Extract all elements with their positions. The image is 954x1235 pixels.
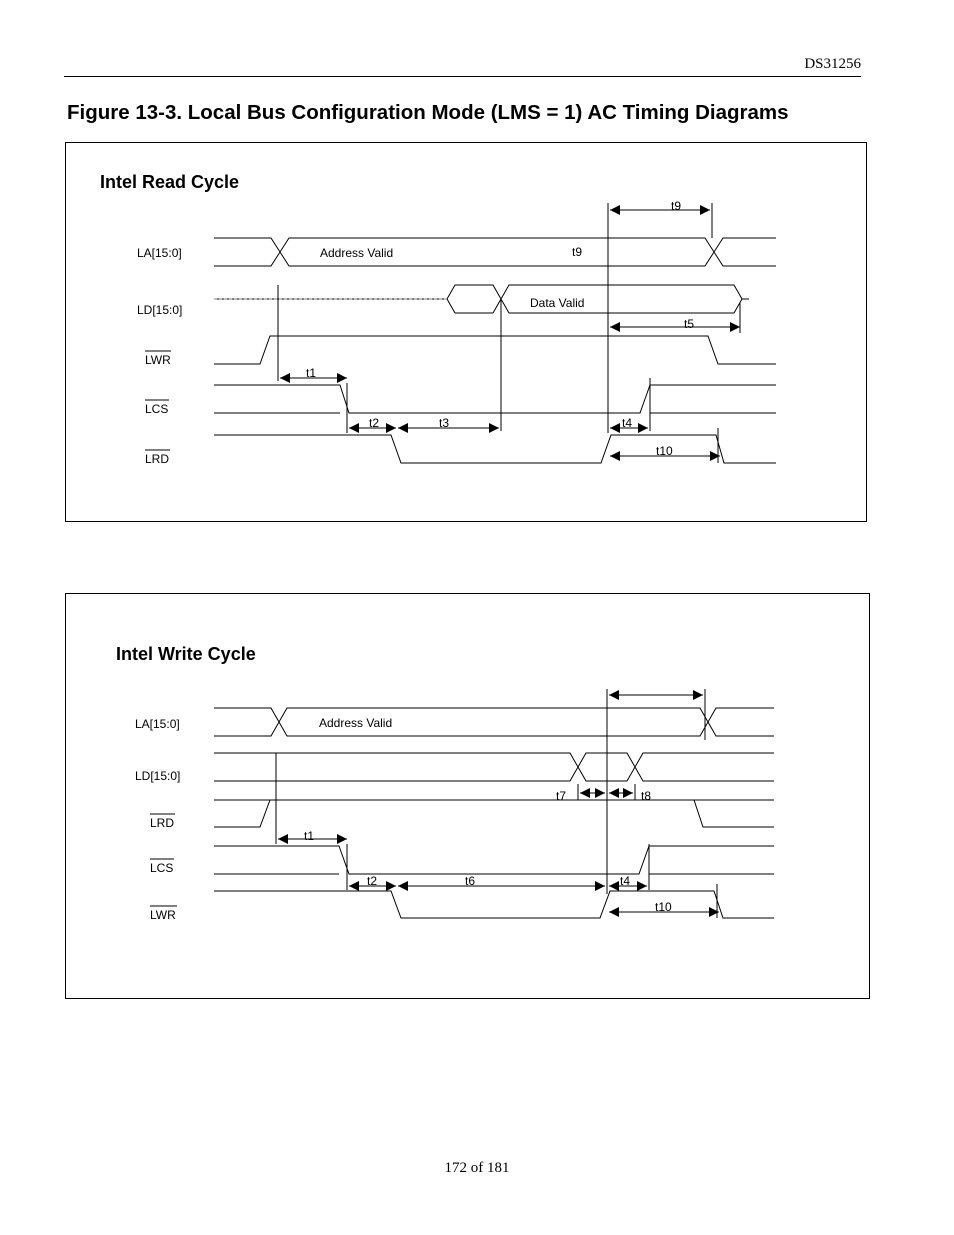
address-valid-label: Address Valid	[320, 246, 394, 260]
signal-lwr: LWR	[150, 908, 176, 922]
timing-t2: t2	[369, 416, 380, 430]
signal-la: LA[15:0]	[137, 246, 182, 260]
timing-t2: t2	[367, 874, 378, 888]
timing-t6: t6	[465, 874, 476, 888]
signal-lwr: LWR	[145, 353, 171, 367]
timing-t1: t1	[306, 366, 317, 380]
timing-t9-mid: t9	[572, 245, 583, 259]
read-cycle-panel	[65, 142, 867, 522]
signal-lrd: LRD	[145, 452, 170, 466]
write-cycle-panel	[65, 593, 870, 999]
timing-t1: t1	[304, 829, 315, 843]
signal-ld: LD[15:0]	[137, 303, 183, 317]
timing-t10: t10	[656, 444, 673, 458]
signal-la: LA[15:0]	[135, 717, 180, 731]
figure-title: Figure 13-3. Local Bus Configuration Mode (LMS = 1) AC Timing Diagrams	[67, 101, 789, 124]
write-cycle-title: Intel Write Cycle	[116, 644, 256, 664]
signal-lcs: LCS	[150, 861, 174, 875]
data-valid-label: Data Valid	[530, 296, 585, 310]
timing-t4: t4	[622, 416, 633, 430]
timing-t10: t10	[655, 900, 672, 914]
read-cycle-diagram	[66, 143, 867, 522]
timing-t4: t4	[620, 874, 631, 888]
read-cycle-title: Intel Read Cycle	[100, 172, 240, 192]
page-number: 172 of 181	[444, 1160, 510, 1176]
read-reference-lines	[278, 203, 740, 463]
timing-t8: t8	[641, 789, 652, 803]
timing-t5: t5	[684, 317, 695, 331]
signal-ld: LD[15:0]	[135, 769, 181, 783]
write-cycle-diagram	[66, 594, 870, 999]
timing-t9-top: t9	[671, 199, 682, 213]
timing-t7: t7	[556, 789, 567, 803]
read-waveforms	[214, 238, 776, 463]
signal-lrd: LRD	[150, 816, 175, 830]
header-rule	[64, 76, 861, 77]
signal-lcs: LCS	[145, 402, 169, 416]
timing-t3: t3	[439, 416, 450, 430]
address-valid-label: Address Valid	[319, 716, 393, 730]
document-id: DS31256	[804, 56, 861, 72]
